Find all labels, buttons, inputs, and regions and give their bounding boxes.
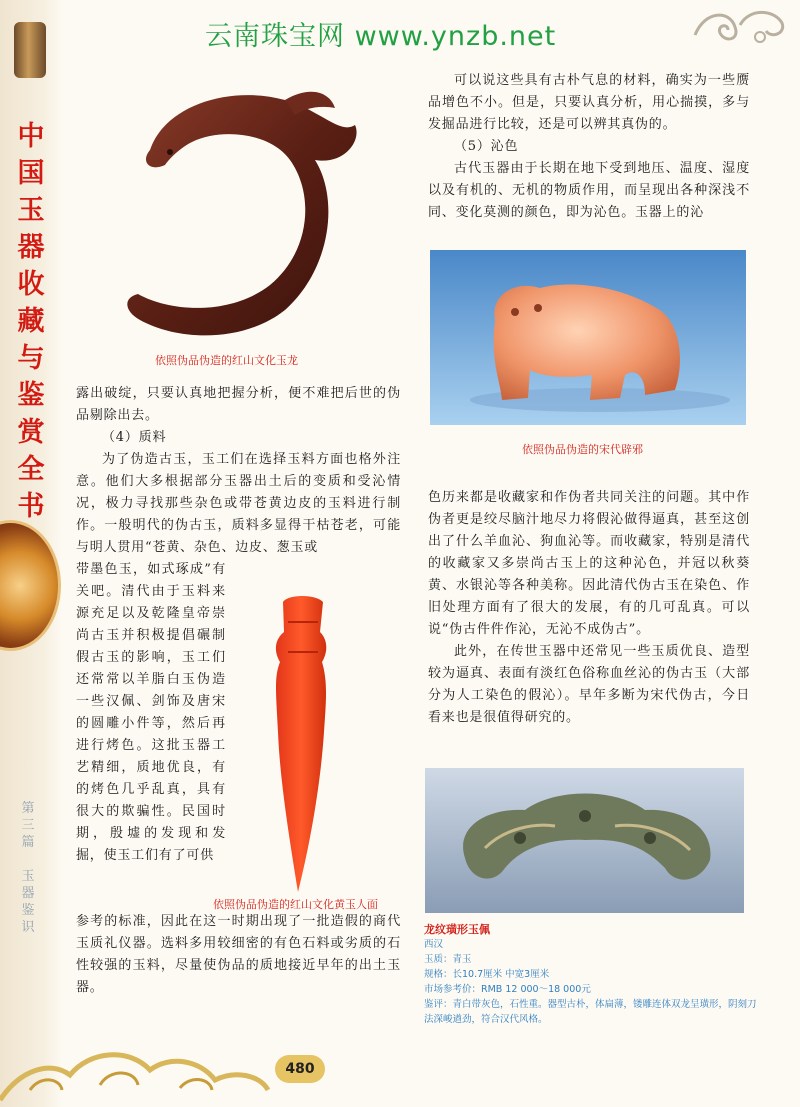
yellow-jade-figure-photo	[268, 592, 338, 897]
page-number: 480	[275, 1055, 325, 1083]
artifact-note: 鉴评：青白带灰色，石性重。器型古朴，体扁薄，镂雕连体双龙呈璜形，阴刻刀法深峻遒劲，符合汉代风格。	[424, 999, 757, 1025]
right-paragraph-1: 可以说这些具有古朴气息的材料，确实为一些赝品增色不小。但是，只要认真分析，用心揣摸，多与发掘品进行比较，还是可以辨其真伪的。	[428, 73, 750, 132]
artifact-dynasty: 西汉	[424, 939, 444, 950]
chapter-char: 篇	[21, 835, 35, 850]
chapter-char: 器	[21, 886, 35, 901]
book-title-char: 收	[17, 269, 45, 300]
artifact-size: 规格：长10.7厘米 中宽3厘米	[424, 969, 550, 980]
artifact-info-block	[424, 922, 764, 1027]
section-heading-material: （4）质料	[102, 430, 167, 445]
song-bixie-caption: 依照伪品伪造的宋代辟邪	[522, 443, 643, 456]
cloud-scroll-footer-icon	[0, 1030, 270, 1107]
song-bixie-photo	[430, 250, 746, 425]
book-title-char: 鉴	[17, 380, 45, 411]
chapter-char	[18, 851, 38, 868]
dragon-huang-pendant-photo	[425, 768, 744, 913]
hongshan-figure-caption: 依照伪品伪造的红山文化黄玉人面	[213, 898, 378, 911]
left-narrow-paragraph: 带墨色玉，如式琢成”有关吧。清代由于玉料来源充足以及乾隆皇帝崇尚古玉并积极提倡碾制假古玉的影响，玉工们还常常以羊脂白玉伪造一些汉佩、剑饰及唐宋的圆雕小件等，然后再进行烤色。这批玉器工艺精细，质地优良，有的烤色几乎乱真，具有很大的欺骗性。民国时期，殷墟的发现和发掘，使玉工们有了可供	[76, 562, 226, 863]
right-paragraph-4: 此外，在传世玉器中还常见一些玉质优良、造型较为逼真、表面有淡红色俗称血丝沁的伪古玉（大部分为人工染色的假沁）。早年多断为宋代伪古，今日看来也是很值得研究的。	[428, 644, 750, 725]
book-title-char: 器	[17, 232, 45, 263]
chapter-char: 三	[21, 818, 35, 833]
section-heading-qinse: （5）沁色	[454, 139, 519, 154]
artifact-material: 玉质：青玉	[424, 954, 472, 965]
book-title-char: 书	[17, 491, 45, 522]
right-paragraph-2: 古代玉器由于长期在地下受到地压、温度、湿度以及有机的、无机的物质作用，而呈现出各种深浅不同、变化莫测的颜色，即为沁色。玉器上的沁	[428, 161, 750, 220]
chapter-char: 鉴	[21, 903, 35, 918]
chapter-char: 玉	[21, 869, 35, 884]
book-title-char: 赏	[17, 417, 45, 448]
chapter-label-vertical	[18, 800, 38, 936]
book-title-char: 玉	[17, 195, 45, 226]
artifact-price: 市场参考价：RMB 12 000～18 000元	[424, 984, 591, 995]
hongshan-dragon-caption: 依照伪品伪造的红山文化玉龙	[155, 354, 298, 367]
jade-dragon-photo	[110, 80, 370, 345]
book-title-char: 国	[17, 158, 45, 189]
chapter-char: 识	[21, 920, 35, 935]
left-paragraph-3: 参考的标准，因此在这一时期出现了一批造假的商代玉质礼仪器。选料多用较细密的有色石料或劣质的石性较强的玉料，尽量使伪品的质地接近早年的出土玉器。	[76, 914, 401, 995]
scroll-rod-ornament	[14, 22, 46, 78]
artifact-title: 龙纹璜形玉佩	[424, 923, 490, 936]
left-paragraph-2: 为了伪造古玉，玉工们在选择玉料方面也格外注意。他们大多根据部分玉器出土后的变质和受沁情况，极力寻找那些杂色或带苍黄边皮的玉料进行制作。一般明代的伪古玉，质料多显得干枯苍老，可能与明人贯用“苍黄、杂色、边皮、葱玉或	[76, 452, 401, 555]
cloud-ornament-icon	[690, 5, 790, 50]
book-title-vertical	[6, 118, 56, 525]
book-title-char: 藏	[17, 306, 45, 337]
chapter-char: 第	[21, 801, 35, 816]
left-paragraph-1: 露出破绽，只要认真地把握分析，便不难把后世的伪品剔除出去。	[76, 386, 401, 423]
site-watermark-header: 云南珠宝网 www.ynzb.net	[205, 21, 557, 52]
book-title-char: 与	[17, 343, 45, 374]
book-title-char: 中	[17, 121, 45, 152]
right-paragraph-3: 色历来都是收藏家和作伪者共同关注的问题。其中作伪者更是绞尽脑汁地尽力将假沁做得逼真，甚至这创出了什么羊血沁、狗血沁等。而收藏家，特别是清代的收藏家又多崇尚古玉上的这种沁色，并冠以秋葵黄、水银沁等各种美称。因此清代伪古玉在染色、作旧处理方面有了很大的发展，有的几可乱真。可以说“伪古件件作沁，无沁不成伪古”。	[428, 490, 750, 637]
book-title-char: 全	[17, 454, 45, 485]
